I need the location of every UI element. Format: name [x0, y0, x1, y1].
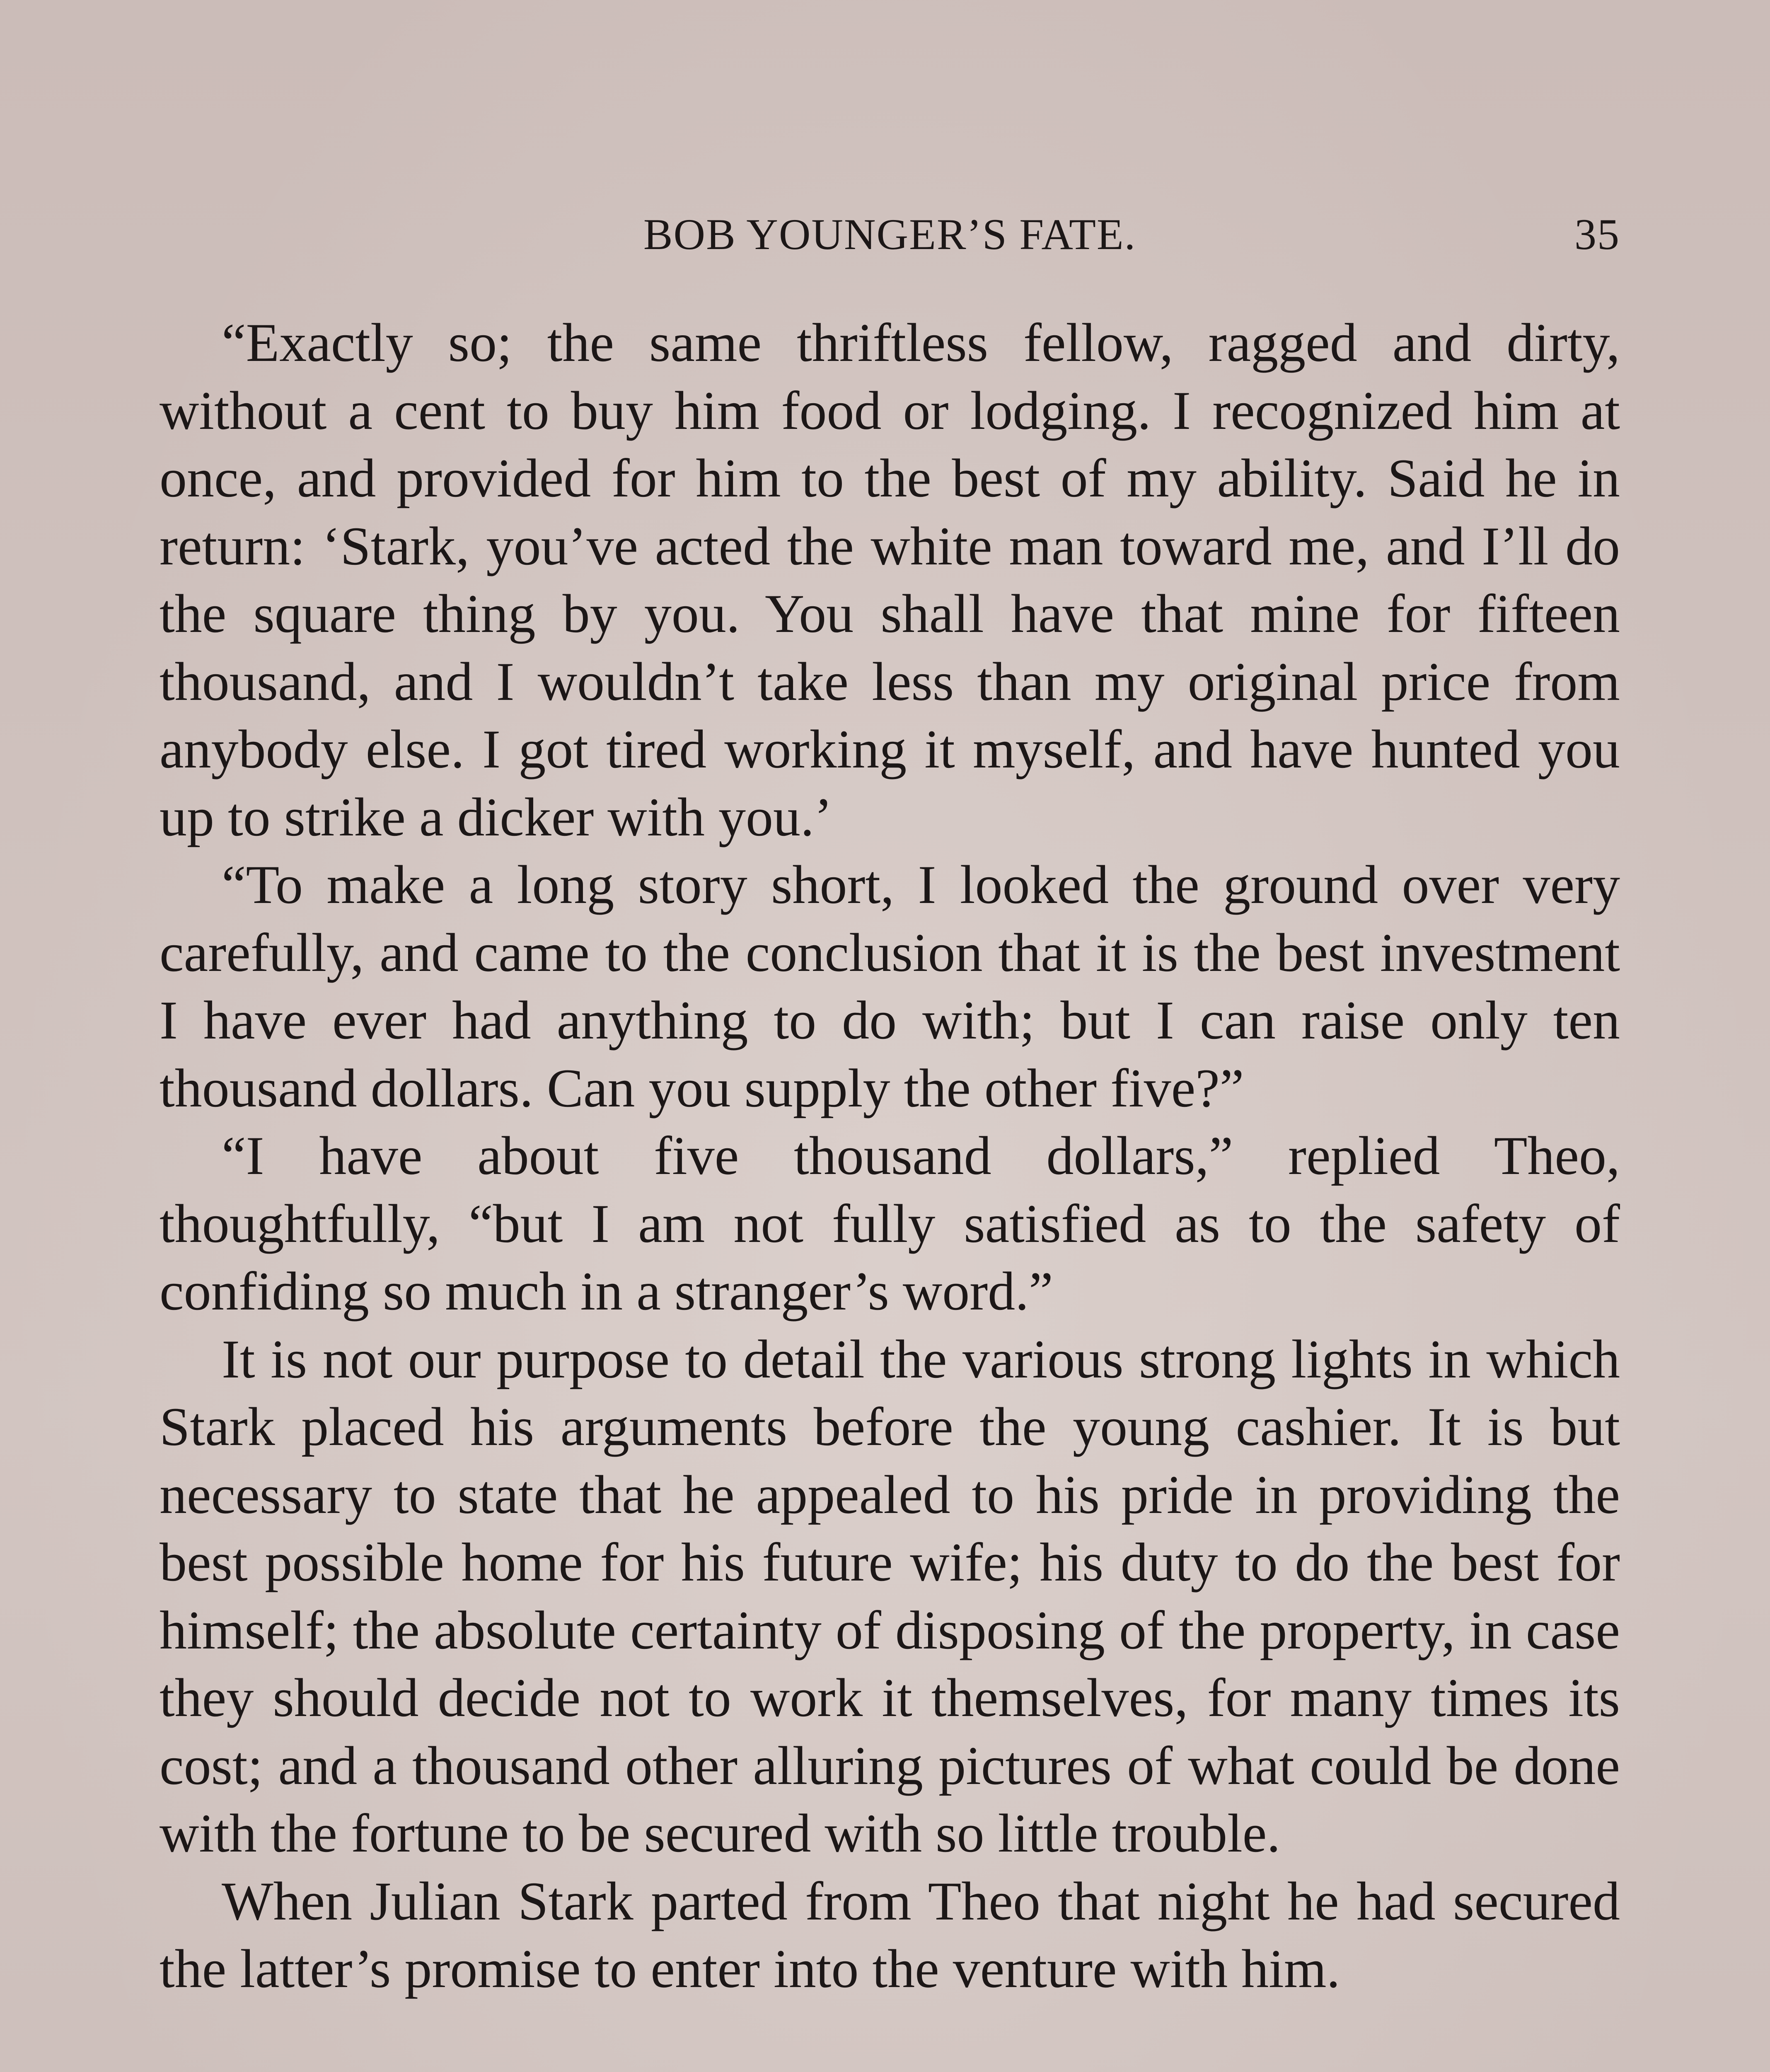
- paragraph-5: When Julian Stark parted from Theo that night he had secured the latter’s promise to enter into the venture with him.: [160, 1870, 1620, 1999]
- paragraph-4: It is not our purpose to detail the various strong lights in which Stark placed his arguments before the young cashier. It is but necessary to state that he appealed to his pride in providing the best possible home for his future wife; his duty to do the best for himself; the absolute certainty of disposing of the property, in case they should decide not to work it themselves, for many times its cost; and a thousand other alluring pictures of what could be done with the fortune to be secured with so little trouble.: [160, 1328, 1620, 1864]
- paragraph-2: “To make a long story short, I looked the ground over very carefully, and came to the conclusion that it is the best investment I have ever had anything to do with; but I can raise only ten thousand dollars. Can you supply the other five?”: [160, 854, 1620, 1118]
- body-text: [160, 309, 1620, 2003]
- running-head: BOB YOUNGER’S FATE.: [643, 210, 1136, 259]
- page-number: 35: [1574, 210, 1620, 259]
- page-header: [160, 209, 1620, 267]
- paragraph-1: “Exactly so; the same thriftless fellow, ragged and dirty, without a cent to buy him food or lodging. I recognized him at once, and provided for him to the best of my ability. Said he in return: ‘Stark, you’ve acted the white man toward me, and I’ll do the square thing by you. You shall have that mine for fifteen thousand, and I wouldn’t take less than my original price from anybody else. I got tired working it myself, and have hunted you up to strike a dicker with you.’: [160, 312, 1620, 847]
- paragraph-3: “I have about five thousand dollars,” replied Theo, thoughtfully, “but I am not fully satisfied as to the safety of confiding so much in a stranger’s word.”: [160, 1125, 1620, 1322]
